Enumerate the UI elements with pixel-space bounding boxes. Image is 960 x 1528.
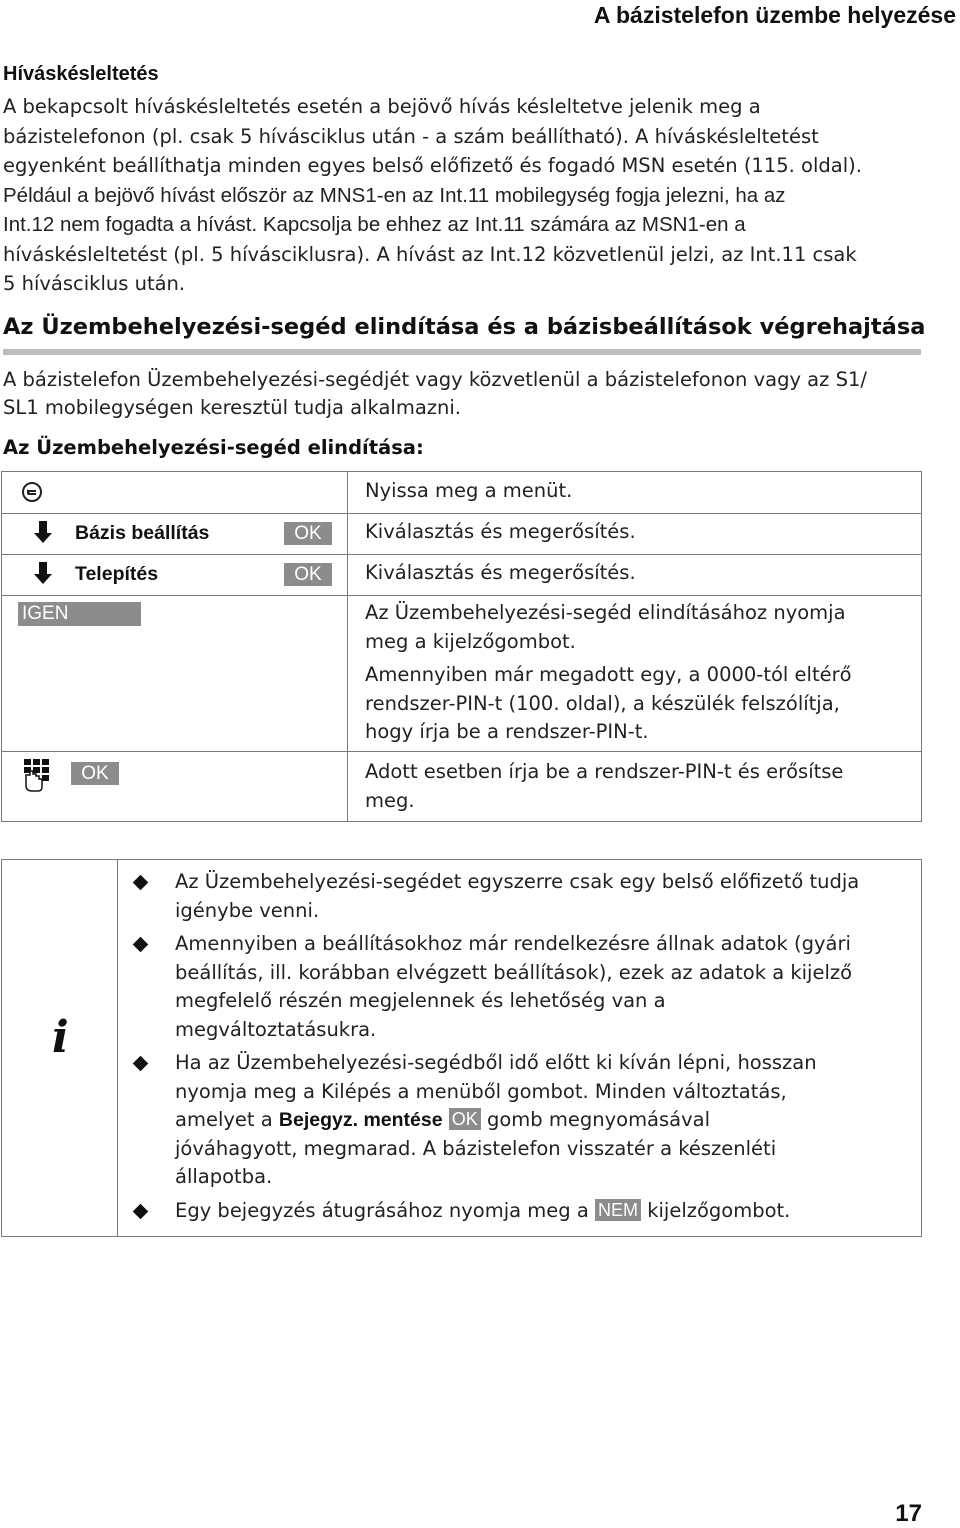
bullet-text: nyomja meg a Kilépés a menüből gombot. Minden változtatás, [175, 1079, 787, 1103]
page-number: 17 [895, 1500, 922, 1527]
diamond-bullet-icon [133, 875, 149, 891]
page-header-title: A bázistelefon üzembe helyezése [593, 2, 956, 28]
info-bullet-list [132, 868, 912, 1230]
menu-item-base-settings: Bázis beállítás [75, 522, 210, 544]
diamond-bullet-icon [133, 937, 149, 953]
paragraph-line: 5 hívásciklus után. [3, 272, 186, 295]
bullet-text-fragment: gomb megnyomásával [486, 1108, 711, 1131]
list-item [132, 1197, 912, 1226]
bullet-text: Amennyiben a beállításokhoz már rendelkezésre állnak adatok (gyári [175, 932, 851, 955]
diamond-bullet-icon [133, 1203, 149, 1219]
intro-line: A bázistelefon Üzembehelyezési-segédjét vagy közvetlenül a bázistelefonon vagy az S1/ [3, 368, 867, 391]
intro-line: SL1 mobilegységen keresztül tudja alkalmazni. [3, 396, 461, 419]
arrow-down-icon [34, 562, 52, 588]
step-text: Kiválasztás és megerősítés. [365, 520, 636, 543]
section-title-setup-wizard: Az Üzembehelyezési-segéd elindítása és a bázisbeállítások végrehajtása [3, 314, 926, 340]
step-description [365, 559, 636, 588]
bullet-text-fragment: amelyet a [175, 1108, 273, 1131]
step-text: meg. [365, 788, 415, 812]
info-box-divider [117, 860, 118, 1236]
steps-table [1, 471, 922, 822]
table-column-divider [347, 472, 348, 821]
step-description [365, 477, 572, 506]
paragraph-line: Int.12 nem fogadta a hívást. Kapcsolja be ehhez az Int.11 számára az MSN1-en a [3, 213, 746, 236]
table-row-divider [2, 554, 921, 555]
keypad-icon [22, 757, 62, 793]
bullet-text: állapotba. [175, 1165, 273, 1188]
step-text: hogy írja be a rendszer-PIN-t. [365, 720, 649, 743]
step-text: Adott esetben írja be a rendszer-PIN-t és erősítse [365, 760, 844, 783]
step-description [365, 518, 636, 547]
section-title-call-delay: Híváskésleltetés [3, 63, 159, 85]
step-description [365, 758, 843, 815]
bullet-text: Ha az Üzembehelyezési-segédből idő előtt ki kíván lépni, hosszan [175, 1051, 817, 1074]
bullet-text: megfelelő részén megjelennek és lehetőség van a [175, 989, 666, 1012]
bullet-text-fragment: kijelzőgombot. [647, 1198, 791, 1222]
ok-softkey: OK [284, 522, 332, 545]
step-text: Nyissa meg a menüt. [365, 479, 573, 502]
no-softkey: NEM [595, 1199, 641, 1221]
list-item [132, 868, 912, 925]
info-box [1, 859, 922, 1237]
menu-label-save-entry: Bejegyz. mentése [278, 1109, 443, 1131]
step-description [365, 599, 846, 656]
ok-softkey: OK [449, 1108, 481, 1130]
bullet-text [175, 1106, 912, 1135]
setup-wizard-subheading: Az Üzembehelyezési-segéd elindítása: [3, 436, 424, 459]
paragraph-line: A bekapcsolt híváskésleltetés esetén a bejövő hívás késleltetve jelenik meg a [3, 95, 761, 118]
bullet-text: beállítás, ill. korábban elvégzett beállítások), ezek az adatok a kijelző [175, 960, 853, 984]
list-item [132, 1049, 912, 1192]
table-row-divider [2, 595, 921, 596]
step-text: rendszer-PIN-t (100. oldal), a készülék felszólítja, [365, 691, 840, 715]
menu-icon [22, 482, 42, 502]
paragraph-line: bázistelefonon (pl. csak 5 hívásciklus után - a szám beállítható). A híváskésleltetést [3, 124, 819, 148]
step-text: meg a kijelzőgombot. [365, 629, 576, 653]
bullet-text [175, 1197, 912, 1226]
info-icon: i [52, 1012, 69, 1063]
diamond-bullet-icon [133, 1056, 149, 1072]
arrow-down-icon [34, 521, 52, 547]
paragraph-line: egyenként beállíthatja minden egyes belső előfizető és fogadó MSN esetén (115. oldal). [3, 154, 862, 177]
list-item [132, 930, 912, 1044]
section-divider [3, 349, 921, 355]
bullet-text: Az Üzembehelyezési-segédet egyszerre csak egy belső előfizető tudja [175, 870, 860, 893]
setup-wizard-intro [3, 366, 943, 422]
step-text: Amennyiben már megadott egy, a 0000-tól eltérő [365, 663, 852, 686]
step-text: Az Üzembehelyezési-segéd elindításához nyomja [365, 601, 846, 624]
bullet-text: jóváhagyott, megmarad. A bázistelefon visszatér a készenléti [175, 1136, 777, 1160]
bullet-text: igénybe venni. [175, 898, 320, 922]
bullet-text-fragment: Egy bejegyzés átugrásához nyomja meg a [175, 1198, 589, 1222]
ok-softkey: OK [71, 762, 119, 785]
paragraph-line: híváskésleltetést (pl. 5 hívásciklusra). A hívást az Int.12 közvetlenül jelzi, az Int.11 csak [3, 242, 857, 266]
call-delay-paragraph [3, 92, 933, 299]
menu-item-install: Telepítés [75, 563, 159, 585]
ok-softkey: OK [284, 563, 332, 586]
step-note [365, 661, 852, 747]
table-row-divider [2, 751, 921, 752]
yes-softkey: IGEN [18, 602, 141, 626]
bullet-text: megváltoztatásukra. [175, 1017, 377, 1041]
step-text: Kiválasztás és megerősítés. [365, 561, 636, 584]
table-row-divider [2, 513, 921, 514]
paragraph-line: Például a bejövő hívást először az MNS1-en az Int.11 mobilegység fogja jelezni, ha az [3, 183, 786, 207]
